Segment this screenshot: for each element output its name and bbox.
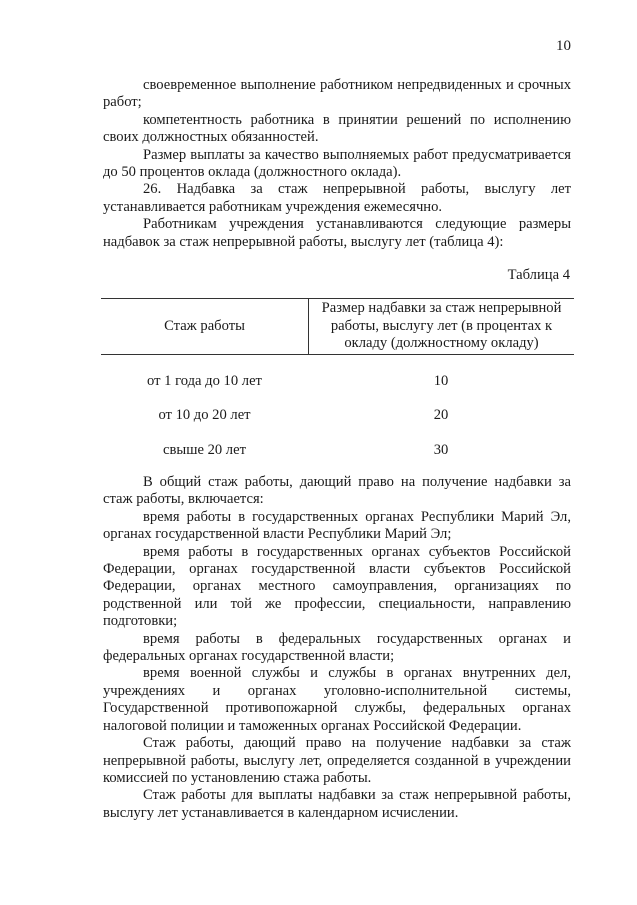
paragraph: В общий стаж работы, дающий право на получение надбавки за стаж работы, включается:	[103, 474, 571, 508]
paragraph: время работы в государственных органах Республики Марий Эл, органах государственной власти Республики Марий Эл;	[103, 508, 571, 543]
table-body	[101, 364, 574, 468]
table-row	[101, 399, 574, 434]
paragraph: время работы в федеральных государственных органах и федеральных органах государственной власти;	[103, 630, 571, 665]
paragraph: Размер выплаты за качество выполняемых работ предусматривается до 50 процентов оклада (должностного оклада).	[103, 146, 571, 181]
paragraph: своевременное выполнение работником непредвиденных и срочных работ;	[103, 77, 571, 111]
table-caption: Таблица 4	[507, 267, 570, 283]
cell-allowance-percent: 10	[433, 372, 449, 389]
paragraph: Стаж работы, дающий право на получение надбавки за стаж непрерывной работы, выслугу лет, определяется созданной в учреждении комиссией по установлению стажа работы.	[103, 735, 571, 786]
header-allowance-size: Размер надбавки за стаж непрерывной работы, выслугу лет (в процентах к окладу (должностному окладу)	[321, 300, 562, 352]
table-row	[101, 364, 574, 399]
page-number: 10	[556, 38, 571, 54]
paragraph: время работы в государственных органах субъектов Российской Федерации, органах государственной власти субъектов Российской Федерации, органах местного самоуправления, организациях по родственной или той же профессии, специальности, направлению подготовки;	[103, 543, 571, 630]
allowance-table	[101, 298, 574, 468]
paragraph: компетентность работника в принятии решений по исполнению своих должностных обязанностей.	[103, 111, 571, 146]
paragraph: Работникам учреждения устанавливаются следующие размеры надбавок за стаж непрерывной работы, выслугу лет (таблица 4):	[103, 216, 571, 250]
cell-allowance-percent: 20	[433, 407, 449, 424]
paragraph: 26. Надбавка за стаж непрерывной работы, выслугу лет устанавливается работникам учреждения ежемесячно.	[103, 181, 571, 215]
top-text-block	[103, 77, 571, 251]
cell-experience-range: свыше 20 лет	[163, 441, 246, 458]
paragraph: Стаж работы для выплаты надбавки за стаж непрерывной работы, выслугу лет устанавливается в календарном исчислении.	[103, 787, 571, 821]
cell-experience-range: от 10 до 20 лет	[158, 407, 251, 424]
table-header	[101, 298, 574, 355]
table-row	[101, 433, 574, 468]
header-experience: Стаж работы	[101, 299, 309, 354]
paragraph: время военной службы и службы в органах внутренних дел, учреждениях и органах уголовно-исполнительной системы, Государственной противопожарной службы, федеральных органах налоговой полиции и таможенных органах Российской Федерации.	[103, 665, 571, 734]
cell-experience-range: от 1 года до 10 лет	[147, 372, 262, 389]
bottom-text-block	[103, 474, 571, 822]
cell-allowance-percent: 30	[433, 441, 449, 458]
